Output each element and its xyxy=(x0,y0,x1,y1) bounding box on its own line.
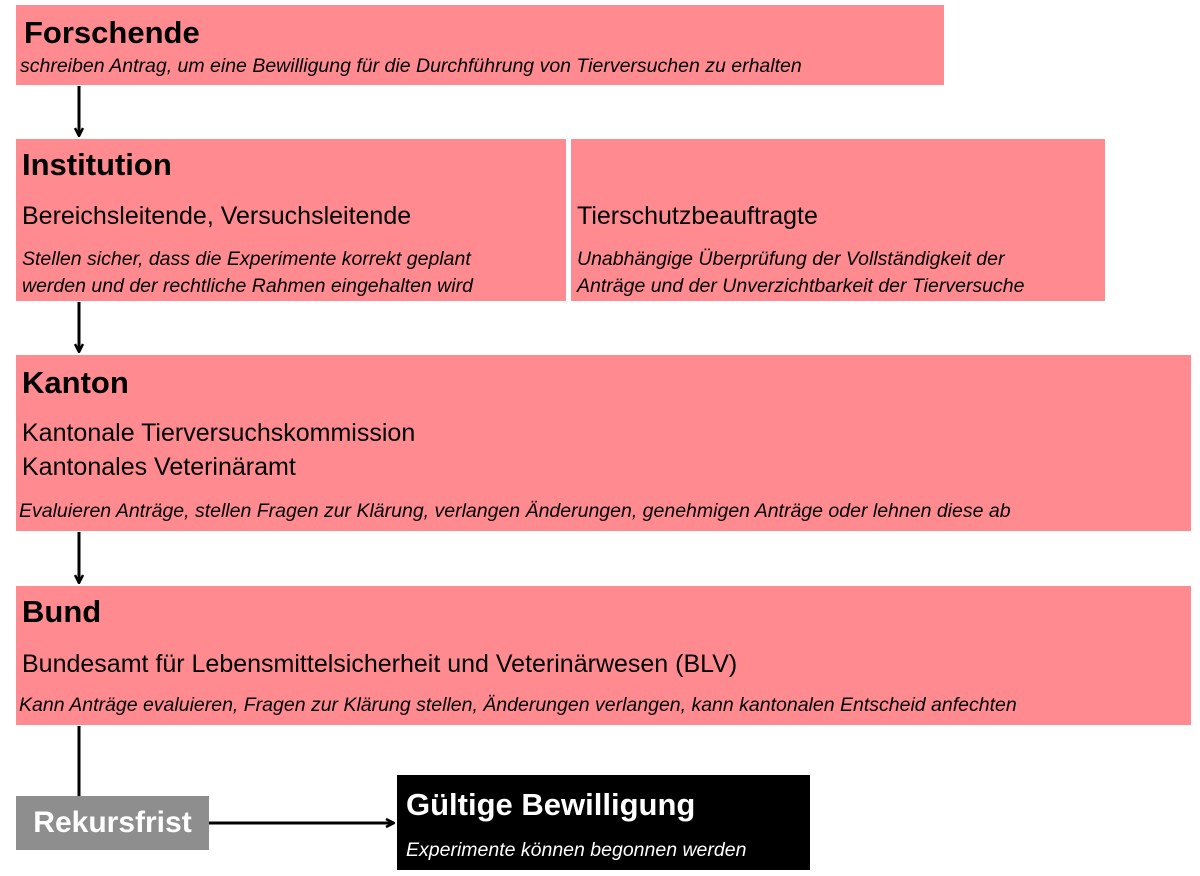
institution-left-role: Bereichsleitende, Versuchsleitende xyxy=(22,202,412,230)
bund-box xyxy=(16,586,1191,725)
kanton-description: Evaluieren Anträge, stellen Fragen zur Klärung, verlangen Änderungen, genehmigen Anträge oder lehnen diese ab xyxy=(19,500,1011,522)
rekursfrist-box: Rekursfrist xyxy=(16,796,209,850)
forschende-title: Forschende xyxy=(24,15,200,50)
kanton-box xyxy=(16,355,1191,531)
forschende-description: schreiben Antrag, um eine Bewilligung für die Durchführung von Tierversuchen zu erhalten xyxy=(20,55,802,77)
institution-title: Institution xyxy=(22,147,172,182)
kanton-title: Kanton xyxy=(22,365,129,400)
institution-right-description-line2: Anträge und der Unverzichtbarkeit der Tierversuche xyxy=(577,275,1025,297)
institution-right-description-line1: Unabhängige Überprüfung der Vollständigkeit der xyxy=(577,248,1005,270)
kanton-role-line2: Kantonales Veterinäramt xyxy=(22,453,296,481)
institution-left-description-line1: Stellen sicher, dass die Experimente korrekt geplant xyxy=(22,248,471,270)
bewilligung-description: Experimente können begonnen werden xyxy=(406,839,747,861)
bund-role: Bundesamt für Lebensmittelsicherheit und Veterinärwesen (BLV) xyxy=(22,650,738,678)
bewilligung-box xyxy=(397,775,810,870)
bund-title: Bund xyxy=(22,594,102,629)
institution-right-role: Tierschutzbeauftragte xyxy=(577,202,818,230)
institution-box xyxy=(16,139,566,301)
forschende-box xyxy=(16,5,944,85)
tierschutz-box xyxy=(571,139,1105,301)
kanton-role-line1: Kantonale Tierversuchskommission xyxy=(22,419,416,447)
bewilligung-title: Gültige Bewilligung xyxy=(406,787,696,822)
bund-description: Kann Anträge evaluieren, Fragen zur Klärung stellen, Änderungen verlangen, kann kantonalen Entscheid anfechten xyxy=(19,694,1017,716)
institution-left-description-line2: werden und der rechtliche Rahmen eingehalten wird xyxy=(22,275,473,297)
